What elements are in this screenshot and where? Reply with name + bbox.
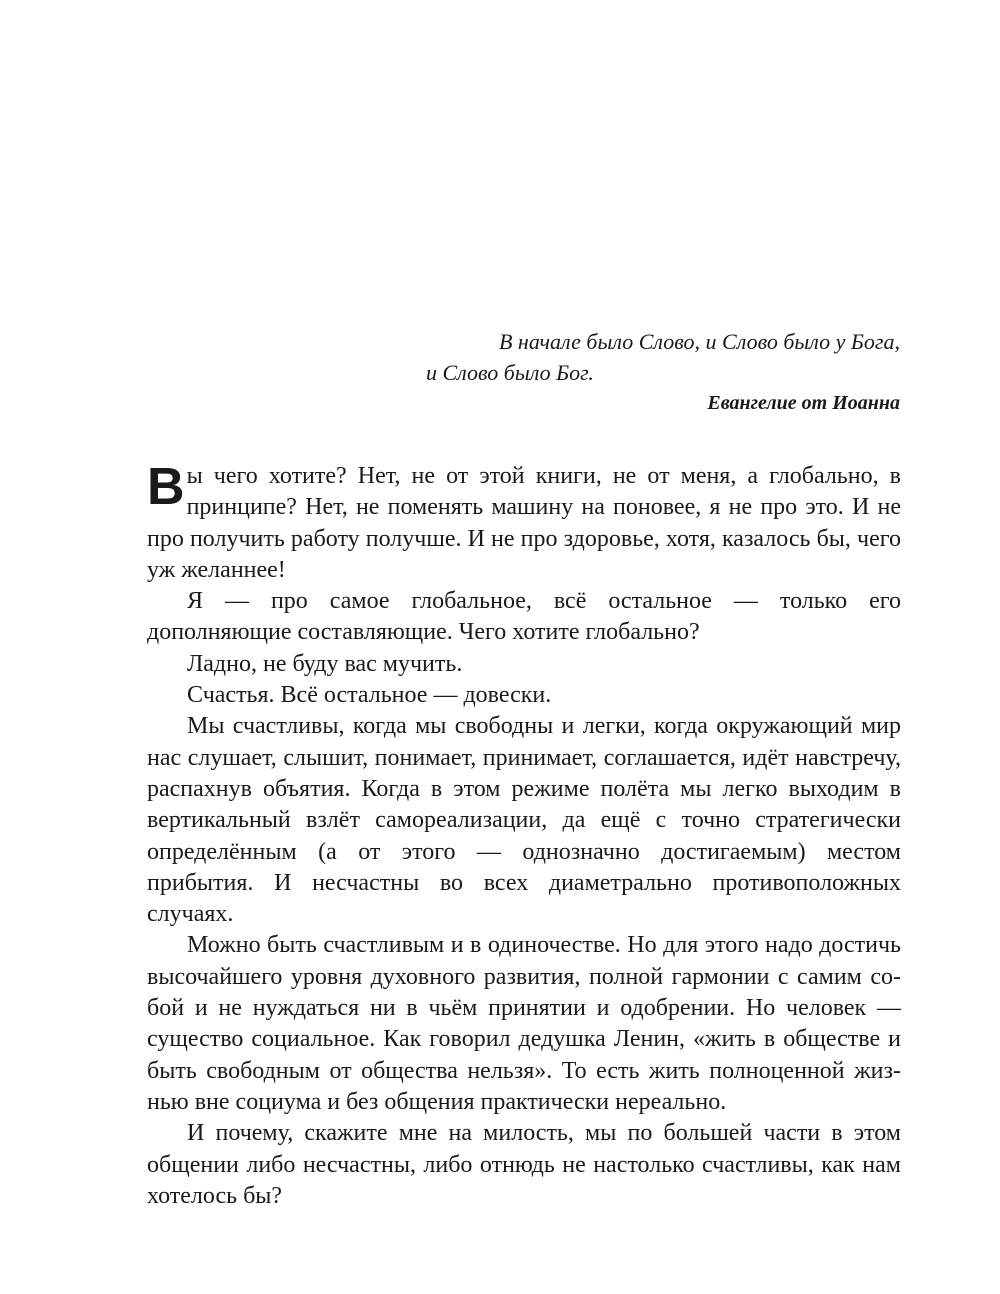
paragraph-3: Ладно, не буду вас мучить. <box>187 650 463 677</box>
epigraph-quote <box>400 326 900 388</box>
paragraph-2: Я — про самое глобальное, всё остальное — только его дополняющие составляющие. Чего хотите глобально? <box>147 588 901 646</box>
paragraph-7: И почему, скажите мне на милость, мы по большей части в этом общении либо несчастны, либо отнюдь не настолько счастливы, как нам хотелось бы? <box>147 1120 901 1209</box>
paragraph-4: Счастья. Всё остальное — довески. <box>187 682 552 709</box>
drop-cap: В <box>147 458 185 516</box>
epigraph <box>400 326 900 419</box>
paragraph-6: Можно быть счастливым и в одиночестве. Но для этого надо достичь высочайшего уровня духовного развития, полной гармонии с самим собой и не нуждаться ни в чьём принятии и одобрении. Но человек — существо социальное. Как говорил дедушка Ленин, «жить в обществе и быть свободным от общества нельзя». То есть жить полноценной жизнью вне социума и без общения практически нереально. <box>147 932 901 1115</box>
epigraph-line-2: и Слово было Бог. <box>426 360 594 385</box>
body-text <box>147 458 901 1212</box>
paragraph-1 <box>147 458 901 586</box>
epigraph-source: Евангелие от Иоанна <box>707 392 900 414</box>
paragraph-1-text: ы чего хотите? Нет, не от этой книги, не от меня, а глобально, в принципе? Нет, не поменять машину на поновее, я не про это. И не про получить работу получше. И не про здоровье, хотя, казалось бы, чего уж желаннее! <box>147 463 901 583</box>
paragraph-5: Мы счастливы, когда мы свободны и легки, когда окружающий мир нас слушает, слышит, понимает, принимает, соглашается, идёт навстречу, распахнув объятия. Когда в этом режиме полёта мы легко выходим в вертикальный взлёт самореализации, да ещё с точно стратегически определённым (а от этого — однозначно достигаемым) местом прибытия. И несчастны во всех диаметрально противоположных случаях. <box>147 713 901 928</box>
epigraph-line-1: В начале было Слово, и Слово было у Бога, <box>498 329 900 354</box>
